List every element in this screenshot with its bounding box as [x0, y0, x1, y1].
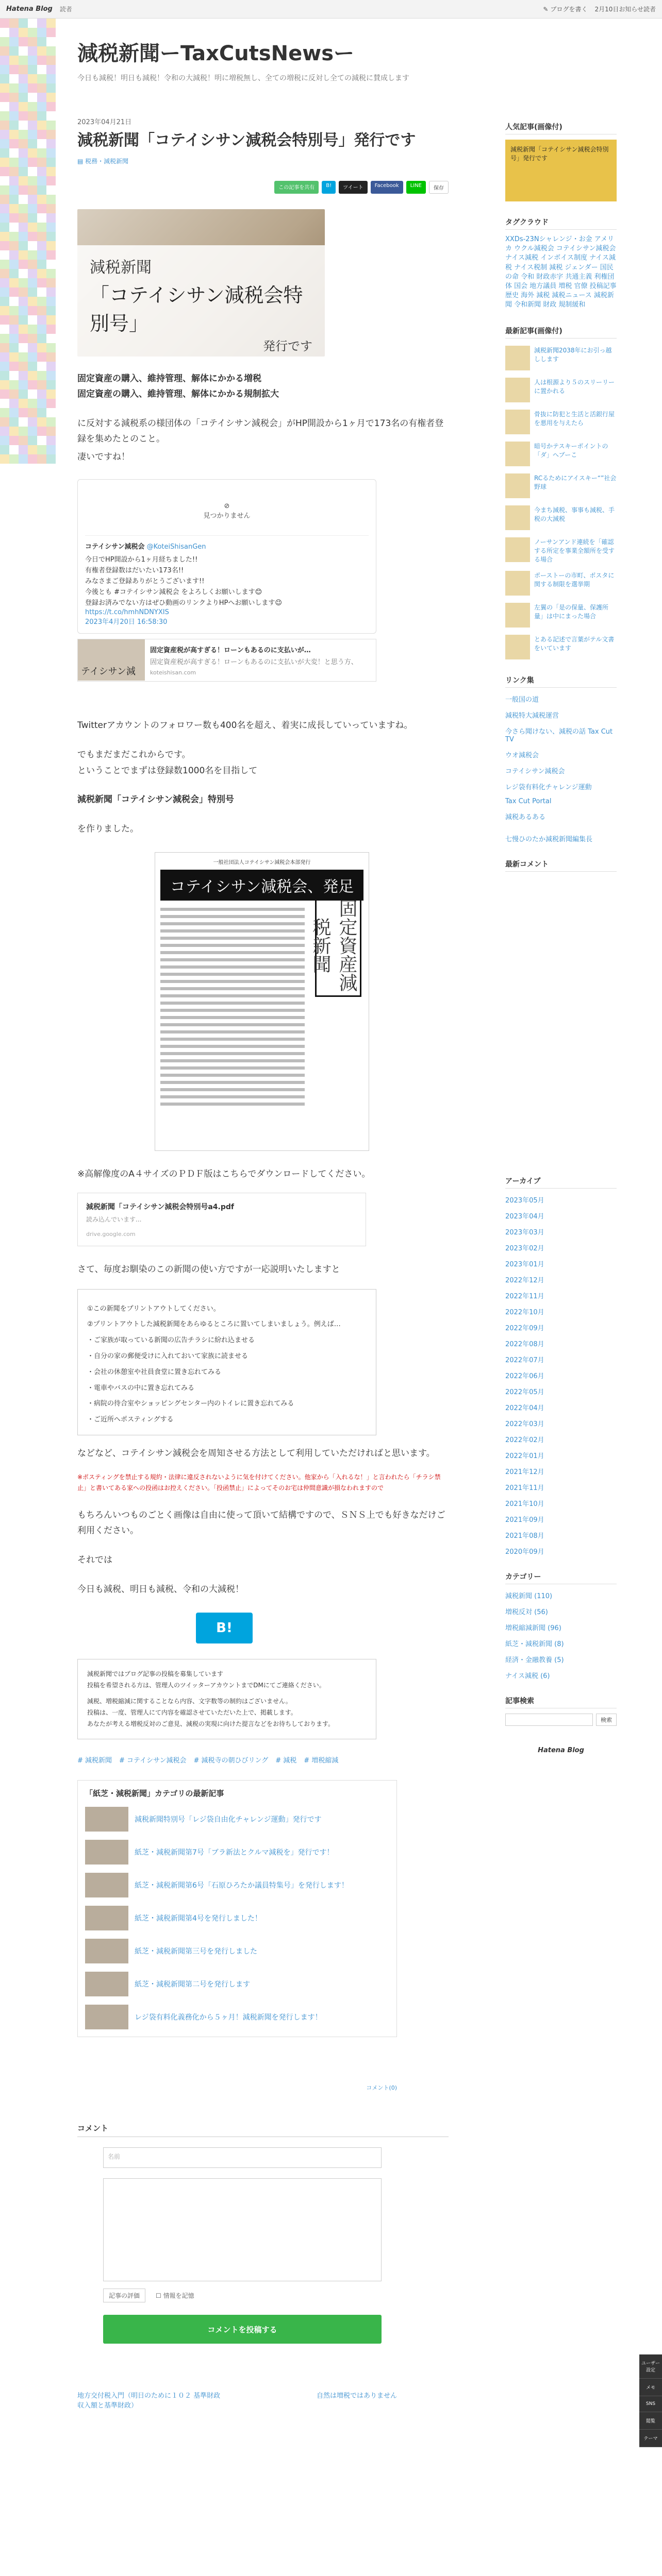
pager [77, 2390, 397, 2410]
info-box [77, 1659, 376, 1739]
twitter-profile[interactable]: 七慢ひのたか減税新聞編集長 [505, 835, 593, 843]
category-list [505, 1590, 617, 1680]
hatena-bookmark-button[interactable]: B! [196, 1613, 253, 1643]
pdf-card[interactable] [77, 1193, 366, 1246]
paragraph: さて、毎度お馴染のこの新聞の使い方ですが一応説明いたしますと [77, 1264, 340, 1275]
tag-link[interactable]: # 減税寺の朝ひびリング [193, 1757, 269, 1765]
sidebar-heading: リンク集 [505, 675, 617, 688]
archive-item[interactable]: 2021年09月 [505, 1516, 544, 1524]
hero-image [77, 209, 325, 357]
archive-item[interactable]: 2021年11月 [505, 1484, 544, 1492]
hatena-footer-logo[interactable]: Hatena Blog [538, 1746, 584, 1754]
folder-icon: ▤ [77, 157, 86, 165]
related-item[interactable]: レジ袋有料化義務化から５ヶ月！減税新聞を発行します！ [85, 2005, 389, 2029]
instruction-item: ・会社の休憩室や社員食堂に置き忘れてみる [87, 1368, 222, 1376]
info-line: 減税新聞ではブログ記事の投稿を募集しています [87, 1670, 224, 1678]
category-item[interactable]: 増税縮減新聞 (96) [505, 1624, 561, 1632]
archive-item[interactable]: 2022年09月 [505, 1324, 544, 1332]
related-thumb [85, 1972, 128, 1996]
hero-line-1: 減税新聞 [90, 258, 152, 277]
floating-toolbar [639, 2354, 662, 2447]
archive-item[interactable]: 2022年03月 [505, 1420, 544, 1428]
instruction-item: ①この新聞をプリントアウトしてください。 [87, 1304, 220, 1313]
related-thumb [85, 1906, 128, 1930]
share-buttons [77, 181, 449, 194]
archive-item[interactable]: 2022年01月 [505, 1452, 544, 1460]
pdf-url: drive.google.com [86, 1231, 136, 1238]
archive-item[interactable]: 2020年09月 [505, 1548, 544, 1556]
paragraph: ということでまずは登録数1000名を目指して [77, 765, 258, 776]
link-item[interactable]: ウオ減税会 [505, 751, 539, 759]
entry-tags [77, 1755, 449, 1765]
float-button[interactable]: SNS [639, 2396, 662, 2412]
link-list [505, 694, 617, 821]
hatena-logo[interactable]: Hatena Blog [6, 5, 53, 13]
instruction-item: ・自分の家の郵便受けに入れておいて家族に読ませる [87, 1352, 249, 1360]
paragraph: などなど、コテイシサン減税会を周知させる方法として利用していただければと思います。 [77, 1448, 435, 1459]
link-card[interactable] [77, 639, 376, 682]
archive-item[interactable]: 2023年04月 [505, 1212, 544, 1221]
paragraph: でもまだまだこれからです。 [77, 750, 191, 760]
instruction-item: ②プリントアウトした減税新聞をあらゆるところに置いてしまいましょう。例えば… [87, 1320, 341, 1329]
paragraph: 減税新聞「コテイシサン減税会」特別号 [77, 794, 234, 805]
newspaper-side-title: 固定資産減税新聞 [315, 894, 361, 997]
paragraph: を作りました。 [77, 823, 139, 834]
related-title: 「紙芝・減税新聞」カテゴリの最新記事 [85, 1789, 224, 1799]
link-item[interactable]: コテイシサン減税会 [505, 767, 565, 775]
related-thumb [85, 2005, 128, 2029]
tweet-text: 今日でHP開設から1ヶ月経ちました!! 有権者登録数はだいたい173名!! みなさまご登録ありがとうございます!! 今後とも #コテイシサン減税会 をよろしくお願いします😊 登録お済みでない方はぜひ動画のリンクよりHPへお願いします😉 [85, 556, 282, 607]
info-line: 投稿を希望される方は、管理人のツイッターアカウントまでDMにてご連絡ください。 [87, 1681, 325, 1689]
recent-comments [505, 872, 617, 1160]
link-item[interactable]: レジ袋有料化チャレンジ運動 [505, 783, 592, 791]
instruction-item: ・病院の待合室やショッピングセンター内のトイレに置き忘れてみる [87, 1400, 294, 1408]
tag-link[interactable]: # 減税 [275, 1757, 297, 1765]
archive-item[interactable]: 2022年06月 [505, 1372, 544, 1380]
entry-category[interactable]: ▤ 税務・減税新聞 [77, 157, 129, 165]
tweet-handle[interactable]: @KoteiShisanGen [146, 543, 206, 551]
paragraph: 凄いですね！ [77, 451, 130, 462]
search-button[interactable]: 検索 [596, 1714, 617, 1726]
share-button-facebook[interactable]: Facebook [371, 181, 403, 194]
pdf-loading: 読み込んでいます... [86, 1216, 142, 1224]
info-line: 減税、増税縮減に関することなら内容、文字数等の制約はございません。 [87, 1698, 292, 1705]
category-item[interactable]: 減税新聞 (110) [505, 1592, 553, 1600]
float-button[interactable]: ユーザー設定 [639, 2354, 662, 2379]
sidebar-heading: 最新コメント [505, 859, 617, 872]
write-blog-link[interactable]: ✎ ブログを書く [543, 5, 588, 13]
related-thumb [85, 1939, 128, 1963]
pencil-icon: ✎ [543, 5, 549, 13]
share-button-save[interactable]: 保存 [429, 181, 449, 194]
category-item[interactable]: 増税反対 (56) [505, 1608, 548, 1616]
info-line: 投稿は、一度、管理人にて内容を確認させていただいた上で、掲載します。 [87, 1708, 297, 1716]
latest-entry[interactable]: 骨抜に防犯と生活と活銀行屋を悪用を与えたら [505, 410, 617, 434]
latest-entry[interactable]: 今まち減税、事事も減税、手税の大減税 [505, 505, 617, 530]
archive-item[interactable]: 2021年10月 [505, 1500, 544, 1508]
latest-entry[interactable]: 左翼の「是の保量、保護所量」は中にまった場合 [505, 603, 617, 628]
instruction-item: ・ご家族が取っている新聞の広告チラシに紛れ込ませる [87, 1336, 255, 1345]
archive-item[interactable]: 2022年11月 [505, 1292, 544, 1300]
related-thumb [85, 1873, 128, 1897]
comment-submit-button[interactable]: コメントを投稿する [103, 2315, 382, 2344]
entry-date[interactable]: 2023年04月21日 [77, 118, 132, 126]
sidebar-heading: 記事検索 [505, 1696, 617, 1708]
sidebar-heading: タグクラウド [505, 217, 617, 230]
related-item[interactable]: 紙芝・減税新聞第7号「ブラ新法とクルマ減税を」発行です！ [85, 1840, 389, 1865]
latest-entry[interactable]: RCるためにアイスキー“”社会野球 [505, 473, 617, 498]
related-thumb [85, 1807, 128, 1832]
related-item[interactable]: 紙芝・減税新聞第4号を発行しました！ [85, 1906, 389, 1930]
latest-entry[interactable]: 人は根源より５のスリーリーに置かれる [505, 378, 617, 402]
archive-item[interactable]: 2022年10月 [505, 1308, 544, 1316]
archive-item[interactable]: 2023年02月 [505, 1244, 544, 1252]
archive-item[interactable]: 2022年08月 [505, 1340, 544, 1348]
share-button-tweet[interactable]: ツイート [339, 181, 368, 194]
category-item[interactable]: ナイス減税 (6) [505, 1672, 550, 1680]
related-entries [77, 1780, 397, 2037]
archive-item[interactable]: 2023年01月 [505, 1260, 544, 1268]
page-container [77, 19, 617, 2410]
float-button[interactable]: メモ [639, 2379, 662, 2396]
pdf-title: 減税新聞「コテイシサン減税会特別号a4.pdf [86, 1203, 234, 1212]
newspaper-header: 一般社団法人コテイシサン減税会本部発行 [213, 860, 311, 866]
popular-entry[interactable]: 減税新聞「コテイシサン減税会特別号」発行です [505, 140, 617, 201]
share-button-general[interactable]: この記事を共有 [274, 181, 319, 194]
float-button[interactable]: 閲覧 [639, 2412, 662, 2430]
lead-1: 固定資産の購入、維持管理、解体にかかる増税 [77, 373, 261, 384]
tag-link[interactable]: # 減税新聞 [77, 1757, 112, 1765]
instructions-box [77, 1289, 376, 1435]
lead-2: 固定資産の購入、維持管理、解体にかかる規制拡大 [77, 389, 279, 400]
archive-item[interactable]: 2022年05月 [505, 1388, 544, 1396]
latest-entry[interactable]: ポーストーの市町、ポスタに関する制限を選挙期 [505, 571, 617, 596]
paragraph: ※高解像度のA４サイズのＰＤＦ版はこちらでダウンロードしてください。 [77, 1169, 371, 1180]
paragraph: Twitterアカウントのフォロワー数も400名を超え、着実に成長していっていますね。 [77, 720, 413, 731]
decorative-mosaic [0, 19, 56, 472]
global-header [0, 0, 662, 19]
share-button-line[interactable]: LINE [406, 181, 426, 194]
remember-checkbox[interactable]: ☐ 情報を記憶 [156, 2292, 194, 2300]
rating-select[interactable]: 記事の評価 [103, 2289, 145, 2302]
notifications-link[interactable]: 2月10日お知らせ読者 [594, 6, 656, 13]
archive-item[interactable]: 2023年03月 [505, 1228, 544, 1236]
related-item[interactable]: 紙芝・減税新聞第三号を発行しました [85, 1939, 389, 1963]
share-button-hatena[interactable]: B! [322, 181, 336, 194]
latest-entry[interactable]: ノーサンアンド連続を「確認する所定を事業全額所を受する場合 [505, 537, 617, 564]
sidebar [505, 106, 617, 1754]
card-desc: 固定資産税が高すぎる！ローンもあるのに支払いが大変！と思う方、 [150, 658, 358, 667]
tweet-date[interactable]: 2023年4月20日 16:58:30 [85, 618, 168, 626]
archive-item[interactable]: 2023年05月 [505, 1196, 544, 1205]
archive-list [505, 1195, 617, 1556]
blog-description: 今日も減税！明日も減税！令和の大減税！明に増税無し、全ての増税に反対し全ての減税に賛成します [77, 74, 409, 82]
link-item[interactable]: Tax Cut Portal [505, 797, 552, 805]
tweet-link[interactable]: https://t.co/hmhNDNYXIS [85, 608, 169, 617]
link-item[interactable]: 今さら聞けない、減税の話 Tax Cut TV [505, 727, 613, 743]
main-article [77, 101, 449, 2410]
category-item[interactable]: 紙芝・減税新聞 (8) [505, 1640, 564, 1648]
pager-prev[interactable]: 地方交付税入門（明日のために１０２ 基準財政収入額と基準財政） [77, 2392, 221, 2410]
category-item[interactable]: 経済・金融教養 (5) [505, 1656, 564, 1664]
newspaper-title: コテイシサン減税会、発足 [160, 870, 363, 901]
tag-link[interactable]: # コテイシサン減税会 [119, 1757, 187, 1765]
paragraph: それでは [77, 1554, 112, 1565]
paragraph: 今日も減税、明日も減税、令和の大減税！ [77, 1584, 244, 1595]
related-item[interactable]: 紙芝・減税新聞第二号を発行します [85, 1972, 389, 1996]
card-url: koteishisan.com [150, 669, 196, 676]
newspaper-body [160, 908, 305, 1106]
paragraph: に反対する減税系の様団体の「コテイシサン減税会」がHP開設から1ヶ月で173名の有権者登録を集めたとのこと。 [77, 418, 444, 445]
related-thumb [85, 1840, 128, 1865]
related-item[interactable]: 紙芝・減税新聞第6号「石原ひろたか議員特集号」を発行します！ [85, 1873, 389, 1897]
entry-title[interactable]: 減税新聞「コテイシサン減税会特別号」発行です [77, 131, 416, 149]
tweet-author[interactable]: コテイシサン減税会 [85, 543, 145, 551]
comment-form [77, 2123, 449, 2344]
pager-next[interactable]: 自然は増税ではありません [316, 2392, 397, 2400]
paragraph: もちろんいつものごとく画像は自由に使って頂いて結構ですので、ＳＮＳ上でも好きなだけご利用ください。 [77, 1510, 445, 1536]
global-menu[interactable]: 読者 [59, 6, 72, 13]
hero-line-3: 発行です [263, 338, 312, 353]
comment-count[interactable]: コメント(0) [366, 2084, 397, 2092]
latest-entry[interactable]: とある記述で言葉がテル文書をいています [505, 635, 617, 659]
float-button[interactable]: テーマ [639, 2430, 662, 2447]
archive-item[interactable]: 2022年04月 [505, 1404, 544, 1412]
blog-title[interactable]: 減税新聞ーTaxCutsNewsー [77, 42, 355, 65]
link-item[interactable]: 減税あるある [505, 813, 546, 821]
comment-textarea[interactable] [103, 2178, 382, 2281]
tag-link[interactable]: # 増税縮減 [304, 1757, 339, 1765]
latest-entry[interactable]: 暗号かテスキーポイントの「ダ」へブーこ [505, 442, 617, 466]
card-thumbnail: テイシサン減 [78, 639, 145, 681]
blog-header [77, 19, 614, 98]
embedded-tweet [77, 479, 376, 634]
alert-icon: ⊘ [224, 502, 230, 511]
sidebar-heading: 最新記事(画像付) [505, 326, 617, 338]
archive-item[interactable]: 2022年07月 [505, 1356, 544, 1364]
newspaper-image [155, 852, 369, 1151]
info-line: あなたが考える増税反対のご意見、減税の実現に向けた提言などをお待ちしております。 [87, 1720, 335, 1727]
search-input[interactable] [505, 1714, 593, 1726]
sidebar-heading: 人気記事(画像付) [505, 122, 617, 134]
tag-cloud[interactable]: XXDs-23Nシャレンジ・お金 アメリカ ウクル減税会 コテイシサン減税会 ナイス減税 インボイス制度 ナイス減税 ナイス税制 減税 ジェンダー 国民の命 令和 財政赤字 共通主義 利権団体 国会 地方議員 増税 官僚 投稿記事 歴史 海外 減税 減税ニュース 減税新聞 令和新聞 財政 規制緩和 [505, 235, 617, 309]
sidebar-heading: カテゴリー [505, 1571, 617, 1584]
tweet-not-found: ⊘ 見つかりません [85, 487, 369, 536]
archive-item[interactable]: 2021年08月 [505, 1532, 544, 1540]
instruction-item: ・電車やバスの中に置き忘れてみる [87, 1384, 195, 1392]
archive-item[interactable]: 2022年12月 [505, 1276, 544, 1284]
card-title: 固定資産税が高すぎる！ローンもあるのに支払いが… [150, 647, 311, 655]
archive-item[interactable]: 2021年12月 [505, 1468, 544, 1476]
hero-line-2: 「コテイシサン減税会特別号」 [90, 283, 303, 335]
comment-name-input[interactable]: 名前 [103, 2147, 382, 2168]
related-item[interactable]: 減税新聞特別号「レジ袋自由化チャレンジ運動」発行です [85, 1807, 389, 1832]
warning-note: ※ポスティングを禁止する規約・法律に違反されないように気を付けてください。他家から「入れるな！」と言われたら「チラシ禁止」と書いてある家への投函はお控えください。「投函禁止」によってそのお宅は仲間意識が損なわれますので [77, 1473, 441, 1492]
archive-item[interactable]: 2022年02月 [505, 1436, 544, 1444]
comment-title: コメント [77, 2123, 449, 2137]
link-item[interactable]: 一般国の道 [505, 696, 539, 704]
sidebar-heading: アーカイブ [505, 1176, 617, 1189]
link-item[interactable]: 減税特大減税運営 [505, 711, 559, 720]
instruction-item: ・ご近所へポスティングする [87, 1416, 174, 1424]
latest-entry[interactable]: 減税新聞2038年にお引っ越しします [505, 346, 617, 370]
